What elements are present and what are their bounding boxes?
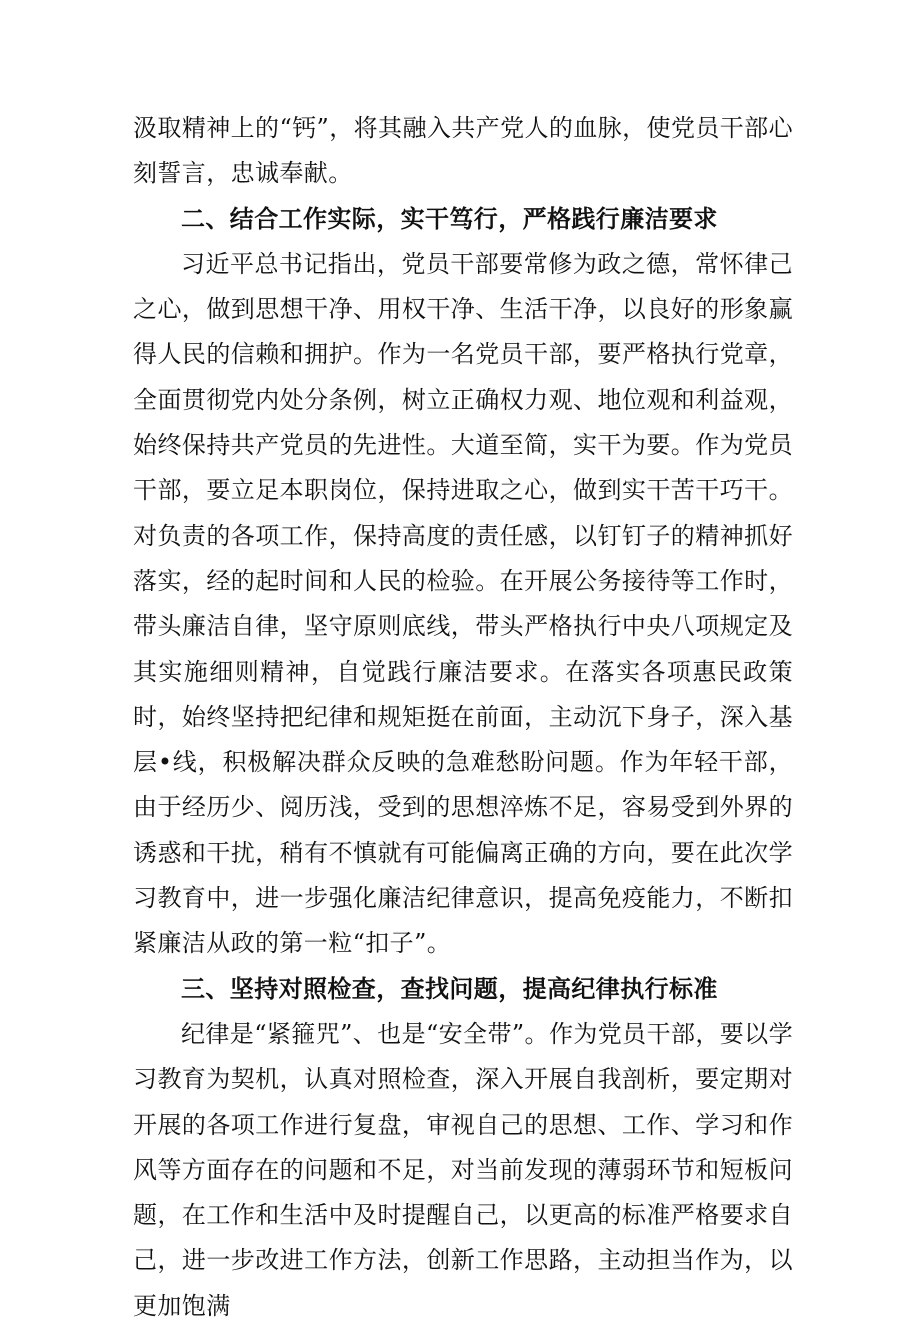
section-heading-2: 二、结合工作实际，实干笃行，严格践行廉洁要求 — [181, 204, 718, 233]
paragraph-section-3: 纪律是“紧箍咒”、也是“安全带”。作为党员干部，要以学习教育为契机，认真对照检查，深入开展自我剖析，要定期对开展的各项工作进行复盘，审视自己的思想、工作、学习和作风等方面存在的问题和不足，对当前发现的薄弱环节和短板问题，在工作和生活中及时提醒自己，以更高的标准严格要求自己，进一步改进工作方法，创新工作思路，主动担当作为，以更加饱满 — [133, 1019, 793, 1320]
section-heading-3: 三、坚持对照检查，查找问题，提高纪律执行标准 — [181, 974, 718, 1003]
paragraph-section-2: 习近平总书记指出，党员干部要常修为政之德，常怀律己之心，做到思想干净、用权干净、生活干净，以良好的形象赢得人民的信赖和拥护。作为一名党员干部，要严格执行党章，全面贯彻党内处分条例，树立正确权力观、地位观和利益观，始终保持共产党员的先进性。大道至简，实干为要。作为党员干部，要立足本职岗位，保持进取之心，做到实干苦干巧干。对负责的各项工作，保持高度的责任感，以钉钉子的精神抓好落实，经的起时间和人民的检验。在开展公务接待等工作时，带头廉洁自律，坚守原则底线，带头严格执行中央八项规定及其实施细则精神，自觉践行廉洁要求。在落实各项惠民政策时，始终坚持把纪律和规矩挺在前面，主动沉下身子，深入基层•线，积极解决群众反映的急难愁盼问题。作为年轻干部，由于经历少、阅历浅，受到的思想淬炼不足，容易受到外界的诱惑和干扰，稍有不慎就有可能偏离正确的方向，要在此次学习教育中，进一步强化廉洁纪律意识，提高免疫能力，不断扣紧廉洁从政的第一粒“扣子”。 — [133, 249, 793, 958]
paragraph-continuation: 汲取精神上的“钙”，将其融入共产党人的血脉，使党员干部心刻誓言，忠诚奉献。 — [133, 114, 793, 188]
document-body — [133, 106, 793, 1329]
